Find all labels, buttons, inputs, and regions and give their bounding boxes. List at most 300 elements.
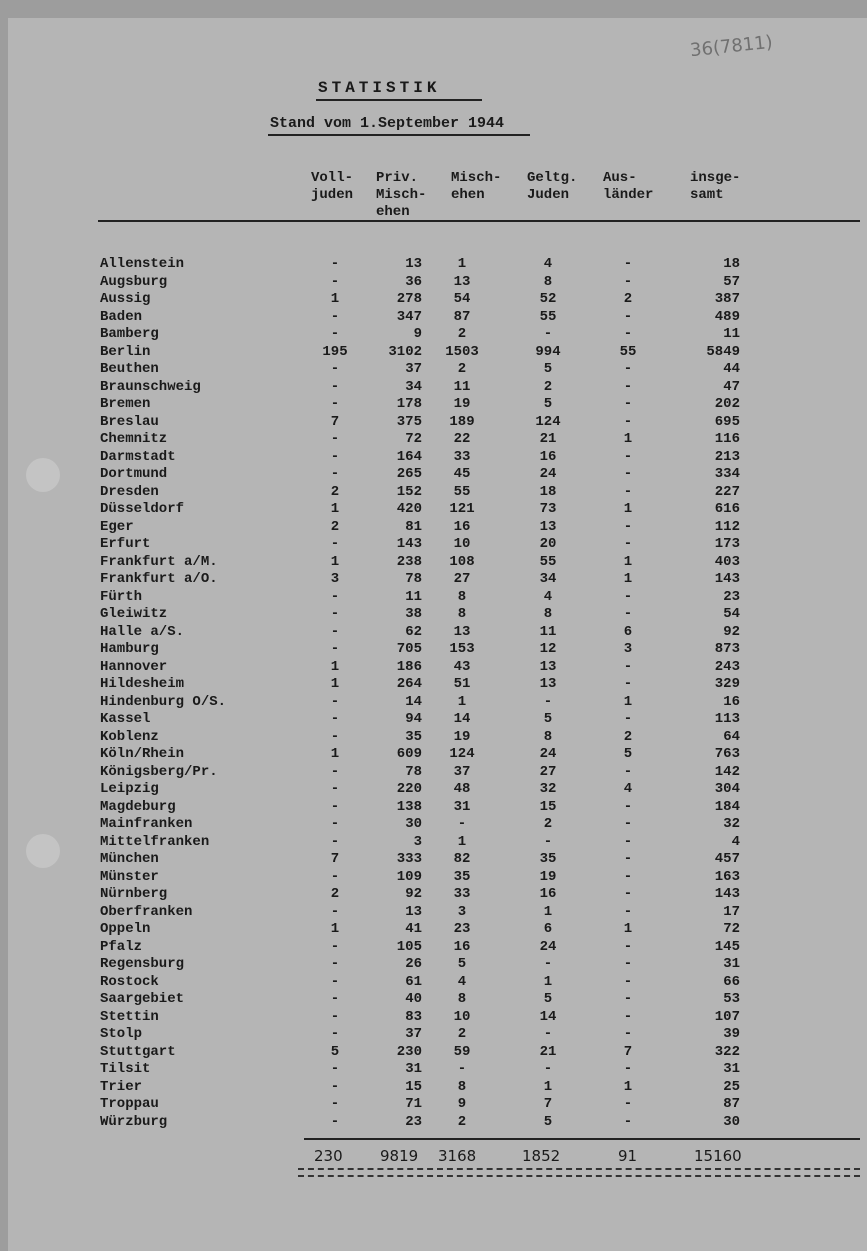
auslaender-cell: - — [623, 658, 633, 675]
volljuden-cell: 3 — [330, 571, 340, 587]
auslaender-cell: 7 — [623, 1043, 633, 1060]
insgesamt-cell: 143 — [714, 571, 740, 587]
volljuden-cell: 1 — [330, 658, 340, 675]
city-name: Fürth — [100, 588, 143, 605]
insgesamt-cell: 64 — [723, 728, 740, 745]
city-name: Erfurt — [100, 536, 151, 552]
priv-mischehen-cell: 37 — [405, 1026, 422, 1042]
insgesamt-cell: 4 — [731, 833, 740, 850]
geltungsjuden-cell: 8 — [543, 273, 553, 290]
insgesamt-cell: 113 — [714, 711, 740, 727]
geltungsjuden-cell: 21 — [539, 431, 557, 447]
mischehen-cell: 2 — [457, 1026, 467, 1042]
table-row — [0, 589, 867, 607]
city-name: Pfalz — [100, 938, 143, 955]
double-underline — [298, 1168, 860, 1177]
auslaender-cell: 1 — [623, 431, 633, 447]
priv-mischehen-cell: 138 — [396, 798, 422, 815]
geltungsjuden-cell: 1 — [543, 1078, 553, 1095]
auslaender-cell: - — [623, 868, 633, 885]
priv-mischehen-cell: 278 — [396, 291, 422, 307]
city-name: Dortmund — [100, 466, 168, 482]
priv-mischehen-cell: 71 — [405, 1096, 422, 1112]
table-row — [0, 624, 867, 642]
auslaender-cell: - — [623, 448, 633, 465]
city-name: Stettin — [100, 1008, 159, 1025]
insgesamt-cell: 873 — [714, 641, 740, 657]
mischehen-cell: 43 — [453, 658, 471, 675]
city-name: Gleiwitz — [100, 606, 168, 622]
mischehen-cell: 189 — [449, 413, 475, 430]
table-row — [0, 256, 867, 274]
priv-mischehen-cell: 375 — [396, 413, 422, 430]
city-name: Breslau — [100, 413, 159, 430]
geltungsjuden-cell: 34 — [539, 571, 557, 587]
mischehen-cell: 8 — [457, 1078, 467, 1095]
geltungsjuden-cell: 21 — [539, 1043, 557, 1060]
table-row — [0, 309, 867, 327]
header-rule — [98, 220, 860, 222]
insgesamt-cell: 18 — [723, 256, 740, 272]
table-row — [0, 974, 867, 992]
table-row — [0, 1044, 867, 1062]
mischehen-cell: 124 — [449, 746, 475, 762]
table-row — [0, 1079, 867, 1097]
insgesamt-cell: 87 — [723, 1096, 740, 1112]
geltungsjuden-cell: 12 — [539, 641, 557, 657]
priv-mischehen-cell: 9 — [413, 326, 422, 342]
geltungsjuden-cell: 15 — [539, 798, 557, 815]
city-name: Kassel — [100, 711, 151, 727]
insgesamt-cell: 30 — [723, 1113, 740, 1130]
insgesamt-cell: 17 — [723, 903, 740, 920]
table-row — [0, 501, 867, 519]
volljuden-cell: 1 — [330, 501, 340, 517]
volljuden-cell: 5 — [330, 1043, 340, 1060]
volljuden-cell: - — [330, 536, 340, 552]
geltungsjuden-cell: - — [543, 833, 553, 850]
priv-mischehen-cell: 15 — [405, 1078, 422, 1095]
mischehen-cell: 13 — [453, 273, 471, 290]
auslaender-cell: - — [623, 588, 633, 605]
volljuden-cell: - — [330, 361, 340, 377]
geltungsjuden-cell: 14 — [539, 1008, 557, 1025]
subtitle-underline — [268, 134, 530, 136]
priv-mischehen-cell: 11 — [405, 588, 422, 605]
geltungsjuden-cell: 4 — [543, 256, 553, 272]
mischehen-cell: 10 — [453, 1008, 471, 1025]
insgesamt-cell: 53 — [723, 991, 740, 1007]
insgesamt-cell: 243 — [714, 658, 740, 675]
priv-mischehen-cell: 705 — [396, 641, 422, 657]
city-name: Mittelfranken — [100, 833, 210, 850]
auslaender-cell: - — [623, 1061, 633, 1077]
city-name: Allenstein — [100, 256, 185, 272]
geltungsjuden-cell: - — [543, 693, 553, 710]
mischehen-cell: 13 — [453, 623, 471, 640]
mischehen-cell: 2 — [457, 361, 467, 377]
header-priv-mischehen: Priv. Misch- ehen — [376, 170, 427, 220]
volljuden-cell: - — [330, 903, 340, 920]
volljuden-cell: 7 — [330, 851, 340, 867]
city-name: Nürnberg — [100, 886, 168, 902]
priv-mischehen-cell: 41 — [405, 921, 422, 937]
mischehen-cell: 37 — [453, 763, 471, 780]
insgesamt-cell: 112 — [714, 518, 740, 535]
geltungsjuden-cell: 24 — [539, 938, 557, 955]
geltungsjuden-cell: 52 — [539, 291, 557, 307]
volljuden-cell: 1 — [330, 676, 340, 692]
total-priv-mischehen: 9819 — [380, 1147, 419, 1165]
volljuden-cell: - — [330, 256, 340, 272]
auslaender-cell: - — [623, 886, 633, 902]
mischehen-cell: 10 — [453, 536, 471, 552]
volljuden-cell: 2 — [330, 518, 340, 535]
table-row — [0, 851, 867, 869]
city-name: Aussig — [100, 291, 151, 307]
geltungsjuden-cell: 7 — [543, 1096, 553, 1112]
volljuden-cell: 1 — [330, 746, 340, 762]
auslaender-cell: - — [623, 903, 633, 920]
priv-mischehen-cell: 61 — [405, 973, 422, 990]
mischehen-cell: 31 — [453, 798, 471, 815]
city-name: Eger — [100, 518, 134, 535]
volljuden-cell: - — [330, 1008, 340, 1025]
geltungsjuden-cell: 13 — [539, 658, 557, 675]
geltungsjuden-cell: 19 — [539, 868, 557, 885]
table-row — [0, 414, 867, 432]
table-row — [0, 869, 867, 887]
priv-mischehen-cell: 186 — [396, 658, 422, 675]
mischehen-cell: 35 — [453, 868, 471, 885]
insgesamt-cell: 107 — [714, 1008, 740, 1025]
auslaender-cell: - — [623, 816, 633, 832]
table-row — [0, 764, 867, 782]
insgesamt-cell: 116 — [714, 431, 740, 447]
city-name: Berlin — [100, 343, 151, 360]
priv-mischehen-cell: 62 — [405, 623, 422, 640]
geltungsjuden-cell: 18 — [539, 483, 557, 500]
mischehen-cell: 5 — [457, 956, 467, 972]
volljuden-cell: 2 — [330, 886, 340, 902]
table-row — [0, 431, 867, 449]
table-row — [0, 1061, 867, 1079]
priv-mischehen-cell: 26 — [405, 956, 422, 972]
table-row — [0, 956, 867, 974]
geltungsjuden-cell: - — [543, 1026, 553, 1042]
city-name: Beuthen — [100, 361, 159, 377]
priv-mischehen-cell: 72 — [405, 431, 422, 447]
geltungsjuden-cell: 24 — [539, 746, 557, 762]
mischehen-cell: 1503 — [445, 343, 479, 360]
volljuden-cell: 7 — [330, 413, 340, 430]
volljuden-cell: - — [330, 1096, 340, 1112]
priv-mischehen-cell: 220 — [396, 781, 422, 797]
volljuden-cell: - — [330, 588, 340, 605]
geltungsjuden-cell: 16 — [539, 886, 557, 902]
priv-mischehen-cell: 164 — [396, 448, 422, 465]
mischehen-cell: 16 — [453, 938, 471, 955]
priv-mischehen-cell: 35 — [405, 728, 422, 745]
mischehen-cell: 2 — [457, 1113, 467, 1130]
insgesamt-cell: 143 — [714, 886, 740, 902]
volljuden-cell: - — [330, 1061, 340, 1077]
auslaender-cell: - — [623, 1113, 633, 1130]
auslaender-cell: - — [623, 798, 633, 815]
table-row — [0, 1096, 867, 1114]
auslaender-cell: 5 — [623, 746, 633, 762]
priv-mischehen-cell: 3 — [413, 833, 422, 850]
table-row — [0, 746, 867, 764]
volljuden-cell: 1 — [330, 291, 340, 307]
city-name: Braunschweig — [100, 378, 201, 395]
geltungsjuden-cell: 1 — [543, 973, 553, 990]
mischehen-cell: 51 — [453, 676, 471, 692]
city-name: Köln/Rhein — [100, 746, 185, 762]
priv-mischehen-cell: 81 — [405, 518, 422, 535]
table-row — [0, 484, 867, 502]
city-name: Halle a/S. — [100, 623, 185, 640]
table-row — [0, 571, 867, 589]
insgesamt-cell: 16 — [723, 693, 740, 710]
table-row — [0, 1009, 867, 1027]
priv-mischehen-cell: 3102 — [388, 343, 422, 360]
auslaender-cell: - — [623, 956, 633, 972]
auslaender-cell: - — [623, 991, 633, 1007]
priv-mischehen-cell: 94 — [405, 711, 422, 727]
volljuden-cell: - — [330, 956, 340, 972]
mischehen-cell: 108 — [449, 553, 475, 570]
insgesamt-cell: 304 — [714, 781, 740, 797]
mischehen-cell: 1 — [457, 693, 467, 710]
insgesamt-cell: 5849 — [706, 343, 740, 360]
mischehen-cell: 19 — [453, 396, 471, 412]
table-row — [0, 816, 867, 834]
mischehen-cell: 55 — [453, 483, 471, 500]
city-name: Frankfurt a/M. — [100, 553, 218, 570]
auslaender-cell: - — [623, 483, 633, 500]
mischehen-cell: 121 — [449, 501, 475, 517]
volljuden-cell: - — [330, 641, 340, 657]
volljuden-cell: - — [330, 1078, 340, 1095]
volljuden-cell: - — [330, 623, 340, 640]
geltungsjuden-cell: 5 — [543, 361, 553, 377]
city-name: Stolp — [100, 1026, 143, 1042]
table-row — [0, 326, 867, 344]
table-row — [0, 921, 867, 939]
insgesamt-cell: 145 — [714, 938, 740, 955]
auslaender-cell: 4 — [623, 781, 633, 797]
geltungsjuden-cell: 55 — [539, 553, 557, 570]
volljuden-cell: - — [330, 728, 340, 745]
auslaender-cell: - — [623, 536, 633, 552]
priv-mischehen-cell: 230 — [396, 1043, 422, 1060]
auslaender-cell: - — [623, 1026, 633, 1042]
auslaender-cell: - — [623, 763, 633, 780]
geltungsjuden-cell: 13 — [539, 518, 557, 535]
volljuden-cell: - — [330, 326, 340, 342]
auslaender-cell: - — [623, 256, 633, 272]
city-name: Frankfurt a/O. — [100, 571, 218, 587]
geltungsjuden-cell: 5 — [543, 991, 553, 1007]
geltungsjuden-cell: 1 — [543, 903, 553, 920]
geltungsjuden-cell: - — [543, 956, 553, 972]
volljuden-cell: - — [330, 1113, 340, 1130]
volljuden-cell: - — [330, 938, 340, 955]
auslaender-cell: - — [623, 606, 633, 622]
city-name: Hamburg — [100, 641, 159, 657]
geltungsjuden-cell: 24 — [539, 466, 557, 482]
city-name: Königsberg/Pr. — [100, 763, 218, 780]
geltungsjuden-cell: 994 — [535, 343, 561, 360]
city-name: Bamberg — [100, 326, 159, 342]
mischehen-cell: 1 — [457, 833, 467, 850]
auslaender-cell: 1 — [623, 921, 633, 937]
header-mischehen: Misch- ehen — [451, 170, 502, 203]
city-name: Darmstadt — [100, 448, 176, 465]
volljuden-cell: - — [330, 693, 340, 710]
geltungsjuden-cell: 5 — [543, 1113, 553, 1130]
auslaender-cell: 1 — [623, 571, 633, 587]
auslaender-cell: - — [623, 396, 633, 412]
table-row — [0, 641, 867, 659]
insgesamt-cell: 457 — [714, 851, 740, 867]
geltungsjuden-cell: - — [543, 326, 553, 342]
priv-mischehen-cell: 83 — [405, 1008, 422, 1025]
insgesamt-cell: 66 — [723, 973, 740, 990]
totals-rule — [304, 1138, 860, 1140]
auslaender-cell: 2 — [623, 728, 633, 745]
auslaender-cell: - — [623, 518, 633, 535]
mischehen-cell: 45 — [453, 466, 471, 482]
priv-mischehen-cell: 37 — [405, 361, 422, 377]
city-name: Stuttgart — [100, 1043, 176, 1060]
city-name: Trier — [100, 1078, 143, 1095]
priv-mischehen-cell: 178 — [396, 396, 422, 412]
city-name: Magdeburg — [100, 798, 176, 815]
table-row — [0, 799, 867, 817]
volljuden-cell: 1 — [330, 921, 340, 937]
table-row — [0, 361, 867, 379]
priv-mischehen-cell: 34 — [405, 378, 422, 395]
insgesamt-cell: 489 — [714, 308, 740, 325]
mischehen-cell: 33 — [453, 448, 471, 465]
geltungsjuden-cell: - — [543, 1061, 553, 1077]
table-row — [0, 606, 867, 624]
document-title: STATISTIK — [318, 79, 441, 97]
table-row — [0, 274, 867, 292]
city-name: Hindenburg O/S. — [100, 693, 227, 710]
auslaender-cell: - — [623, 326, 633, 342]
priv-mischehen-cell: 36 — [405, 273, 422, 290]
auslaender-cell: - — [623, 361, 633, 377]
priv-mischehen-cell: 30 — [405, 816, 422, 832]
total-insgesamt: 15160 — [694, 1147, 742, 1165]
volljuden-cell: - — [330, 833, 340, 850]
priv-mischehen-cell: 78 — [405, 763, 422, 780]
table-row — [0, 729, 867, 747]
auslaender-cell: 1 — [623, 553, 633, 570]
insgesamt-cell: 32 — [723, 816, 740, 832]
auslaender-cell: - — [623, 676, 633, 692]
insgesamt-cell: 403 — [714, 553, 740, 570]
volljuden-cell: - — [330, 273, 340, 290]
geltungsjuden-cell: 27 — [539, 763, 557, 780]
volljuden-cell: - — [330, 1026, 340, 1042]
geltungsjuden-cell: 8 — [543, 606, 553, 622]
city-name: Koblenz — [100, 728, 159, 745]
insgesamt-cell: 213 — [714, 448, 740, 465]
table-row — [0, 694, 867, 712]
city-name: Rostock — [100, 973, 159, 990]
insgesamt-cell: 39 — [723, 1026, 740, 1042]
priv-mischehen-cell: 14 — [405, 693, 422, 710]
priv-mischehen-cell: 13 — [405, 256, 422, 272]
header-insgesamt: insge- samt — [690, 170, 741, 203]
priv-mischehen-cell: 143 — [396, 536, 422, 552]
table-row — [0, 536, 867, 554]
table-row — [0, 449, 867, 467]
city-name: Oberfranken — [100, 903, 193, 920]
insgesamt-cell: 31 — [723, 1061, 740, 1077]
total-geltungsjuden: 1852 — [522, 1147, 561, 1165]
mischehen-cell: 16 — [453, 518, 471, 535]
geltungsjuden-cell: 6 — [543, 921, 553, 937]
total-mischehen: 3168 — [438, 1147, 477, 1165]
insgesamt-cell: 763 — [714, 746, 740, 762]
geltungsjuden-cell: 2 — [543, 378, 553, 395]
insgesamt-cell: 31 — [723, 956, 740, 972]
priv-mischehen-cell: 109 — [396, 868, 422, 885]
auslaender-cell: 2 — [623, 291, 633, 307]
mischehen-cell: 27 — [453, 571, 471, 587]
priv-mischehen-cell: 23 — [405, 1113, 422, 1130]
table-row — [0, 466, 867, 484]
geltungsjuden-cell: 73 — [539, 501, 557, 517]
table-row — [0, 676, 867, 694]
auslaender-cell: - — [623, 413, 633, 430]
volljuden-cell: - — [330, 378, 340, 395]
insgesamt-cell: 142 — [714, 763, 740, 780]
insgesamt-cell: 47 — [723, 378, 740, 395]
table-row — [0, 781, 867, 799]
mischehen-cell: 11 — [453, 378, 471, 395]
total-auslaender: 91 — [618, 1147, 638, 1165]
mischehen-cell: 23 — [453, 921, 471, 937]
city-name: Hannover — [100, 658, 168, 675]
priv-mischehen-cell: 92 — [405, 886, 422, 902]
geltungsjuden-cell: 11 — [539, 623, 557, 640]
mischehen-cell: 8 — [457, 991, 467, 1007]
insgesamt-cell: 202 — [714, 396, 740, 412]
city-name: Leipzig — [100, 781, 159, 797]
insgesamt-cell: 387 — [714, 291, 740, 307]
volljuden-cell: - — [330, 763, 340, 780]
geltungsjuden-cell: 8 — [543, 728, 553, 745]
insgesamt-cell: 329 — [714, 676, 740, 692]
mischehen-cell: 19 — [453, 728, 471, 745]
statistics-table — [0, 256, 867, 1131]
geltungsjuden-cell: 20 — [539, 536, 557, 552]
table-row — [0, 1114, 867, 1132]
city-name: Dresden — [100, 483, 159, 500]
volljuden-cell: - — [330, 308, 340, 325]
table-row — [0, 344, 867, 362]
auslaender-cell: 3 — [623, 641, 633, 657]
city-name: Troppau — [100, 1096, 159, 1112]
auslaender-cell: - — [623, 938, 633, 955]
mischehen-cell: 82 — [453, 851, 471, 867]
